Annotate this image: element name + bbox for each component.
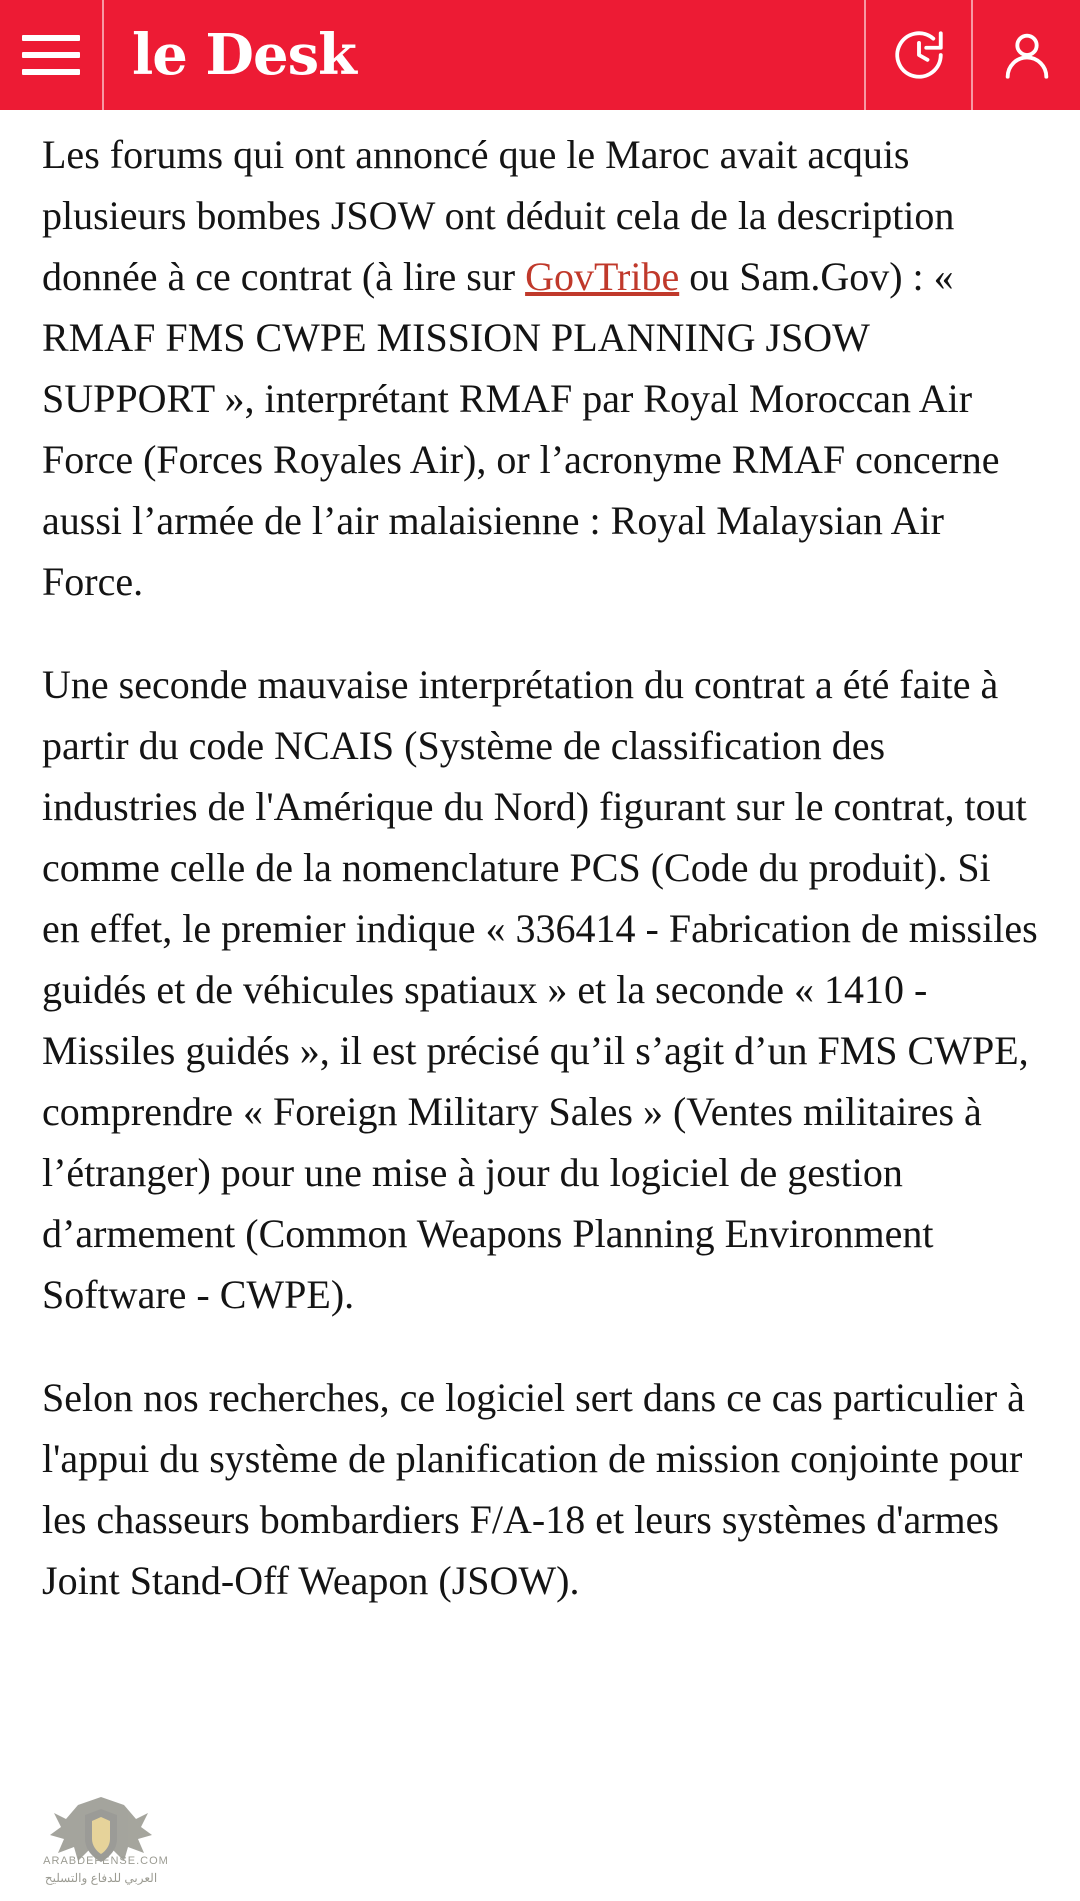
account-button[interactable] xyxy=(973,0,1080,110)
site-logo[interactable] xyxy=(104,0,866,110)
history-clock-icon xyxy=(890,26,948,84)
paragraph-1-part-2: ou Sam.Gov) : « RMAF FMS CWPE MISSION PLANNING JSOW SUPPORT », interprétant RMAF par Royal Moroccan Air Force (Forces Royales Air), or l’acronyme RMAF concerne aussi l’armée de l’air malaisienne : Royal Malaysian Air Force. xyxy=(42,254,1000,604)
watermark xyxy=(6,1783,196,1893)
govtribe-link[interactable]: GovTribe xyxy=(525,254,680,299)
hamburger-menu-icon xyxy=(22,35,80,75)
article-paragraph-1 xyxy=(42,124,1038,612)
eagle-shield-watermark-icon xyxy=(6,1783,196,1893)
user-account-icon xyxy=(998,26,1056,84)
article-paragraph-3 xyxy=(42,1367,1038,1611)
watermark-line2: العربي للدفاع والتسليح xyxy=(44,1871,158,1885)
history-button[interactable] xyxy=(866,0,973,110)
article-body xyxy=(0,110,1080,1611)
paragraph-2-text: Une seconde mauvaise interprétation du contrat a été faite à partir du code NCAIS (Système de classification des industries de l'Amérique du Nord) figurant sur le contrat, tout comme celle de la nomenclature PCS (Code du produit). Si en effet, le premier indique « 336414 - Fabrication de missiles guidés et de véhicules spatiaux » et la seconde « 1410 - Missiles guidés », il est précisé qu’il s’agit d’un FMS CWPE, comprendre « Foreign Military Sales » (Ventes militaires à l’étranger) pour une mise à jour du logiciel de gestion d’armement (Common Weapons Planning Environment Software - CWPE). xyxy=(42,662,1038,1317)
paragraph-3-text: Selon nos recherches, ce logiciel sert dans ce cas particulier à l'appui du système de planification de mission conjointe pour les chasseurs bombardiers F/A-18 et leurs systèmes d'armes Joint Stand-Off Weapon (JSOW). xyxy=(42,1375,1025,1603)
app-header xyxy=(0,0,1080,110)
watermark-line1: ARABDEFENSE.COM xyxy=(43,1855,169,1867)
site-logo-text: le Desk xyxy=(132,22,356,88)
paragraph-1-part-1: Les forums qui ont annoncé que le Maroc avait acquis plusieurs bombes JSOW ont déduit cela de la description donnée à ce contrat (à lire sur xyxy=(42,132,955,299)
article-paragraph-2 xyxy=(42,654,1038,1325)
menu-button[interactable] xyxy=(0,0,104,110)
